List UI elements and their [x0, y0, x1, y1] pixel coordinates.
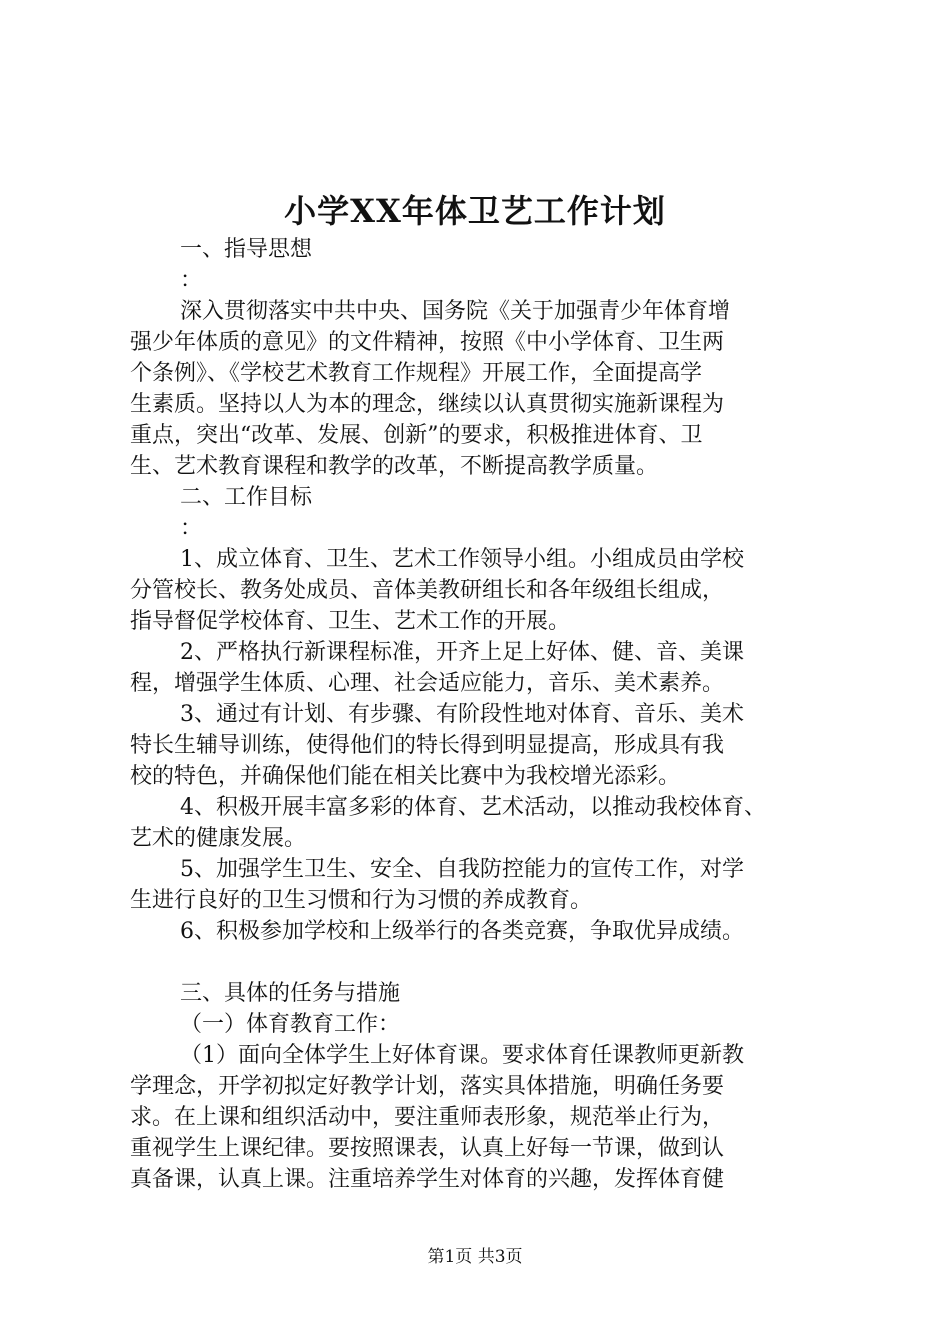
text-line: 重点，突出“改革、发展、创新”的要求，积极推进体育、卫: [130, 423, 703, 448]
text-line: 程，增强学生体质、心理、社会适应能力，音乐、美术素养。: [130, 671, 725, 696]
text-line: 真备课，认真上课。注重培养学生对体育的兴趣，发挥体育健: [130, 1167, 725, 1192]
text-line: 6、积极参加学校和上级举行的各类竞赛，争取优异成绩。: [180, 919, 744, 944]
text-line: 生、艺术教育课程和教学的改革，不断提高教学质量。: [130, 454, 659, 479]
text-line: 分管校长、教务处成员、音体美教研组长和各年级组长组成，: [130, 578, 725, 603]
document-title: 小学XX年体卫艺工作计划: [284, 192, 666, 230]
text-line: ：: [180, 516, 203, 541]
text-line: 校的特色，并确保他们能在相关比赛中为我校增光添彩。: [130, 764, 681, 789]
text-line: 3、通过有计划、有步骤、有阶段性地对体育、音乐、美术: [180, 702, 744, 727]
text-line: 指导督促学校体育、卫生、艺术工作的开展。: [130, 609, 571, 634]
text-line: （1）面向全体学生上好体育课。要求体育任课教师更新教: [180, 1043, 744, 1068]
document-body: [130, 234, 830, 1195]
text-line: 艺术的健康发展。: [130, 826, 307, 851]
text-line: 生进行良好的卫生习惯和行为习惯的养成教育。: [130, 888, 593, 913]
text-line: 学理念，开学初拟定好教学计划，落实具体措施，明确任务要: [130, 1074, 725, 1099]
text-line: 求。在上课和组织活动中，要注重师表形象，规范举止行为，: [130, 1105, 725, 1130]
text-line: 重视学生上课纪律。要按照课表，认真上好每一节课，做到认: [130, 1136, 725, 1161]
text-line: （一）体育教育工作：: [180, 1012, 401, 1037]
text-line: 特长生辅导训练，使得他们的特长得到明显提高，形成具有我: [130, 733, 725, 758]
text-line: 个条例》、《学校艺术教育工作规程》开展工作，全面提高学: [130, 361, 703, 386]
text-line: 生素质。坚持以人为本的理念，继续以认真贯彻实施新课程为: [130, 392, 725, 417]
text-line: 一、指导思想: [180, 237, 313, 262]
text-line: 二、工作目标: [180, 485, 313, 510]
text-line: 1、成立体育、卫生、艺术工作领导小组。小组成员由学校: [180, 547, 744, 572]
text-line: 深入贯彻落实中共中央、国务院《关于加强青少年体育增: [180, 299, 731, 324]
text-line: 5、加强学生卫生、安全、自我防控能力的宣传工作，对学: [180, 857, 744, 882]
text-line: 4、积极开展丰富多彩的体育、艺术活动，以推动我校体育、: [180, 795, 766, 820]
text-line: ：: [180, 268, 203, 293]
page-footer: 第1页 共3页: [427, 1247, 523, 1267]
text-line: 2、严格执行新课程标准，开齐上足上好体、健、音、美课: [180, 640, 744, 665]
blank-line: [130, 947, 830, 978]
text-line: 强少年体质的意见》的文件精神，按照《中小学体育、卫生两: [130, 330, 725, 355]
text-line: 三、具体的任务与措施: [180, 981, 401, 1006]
